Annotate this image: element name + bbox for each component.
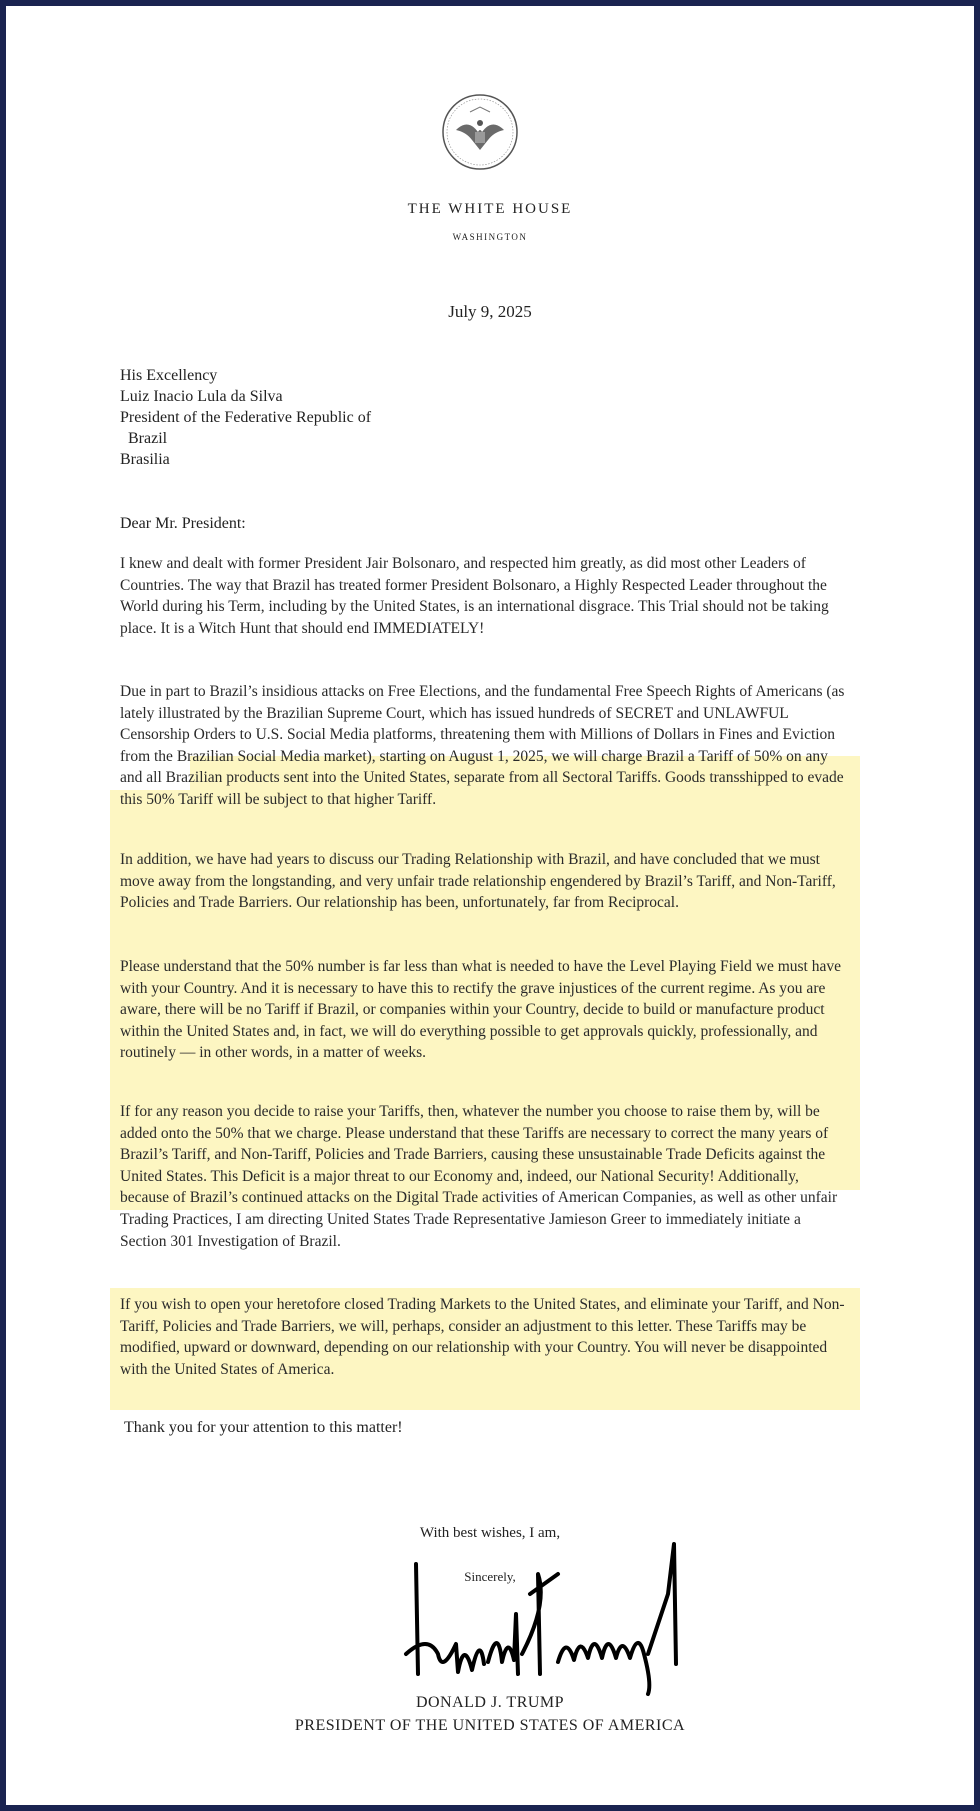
recipient-address — [120, 365, 371, 470]
address-line: President of the Federative Republic of — [120, 409, 372, 426]
thanks-line: Thank you for your attention to this matter! — [124, 1419, 403, 1436]
body-paragraph: Due in part to Brazil’s insidious attacks on Free Elections, and the fundamental Free Speech Rights of Americans (as lately illustrated by the Brazilian Supreme Court, which has issued hundreds of SECRET and UNLAWFUL Censorship Orders to U.S. Social Media platforms, threatening them with Millions of Dollars in Fines and Eviction from the Brazilian Social Media market), starting on August 1, 2025, we will charge Brazil a Tariff of 50% on any and all Brazilian products sent into the United States, separate from all Sectoral Tariffs. Goods transshipped to evade this 50% Tariff will be subject to that higher Tariff. — [120, 683, 845, 808]
address-line: His Excellency — [120, 367, 218, 384]
closing-line: With best wishes, I am, — [419, 1525, 561, 1541]
letter-page — [6, 6, 974, 1805]
address-line: Luiz Inacio Lula da Silva — [120, 388, 283, 405]
salutation: Dear Mr. President: — [120, 515, 246, 532]
body-paragraph: Please understand that the 50% number is far less than what is needed to have the Level Playing Field we must have with your Country. And it is necessary to have this to rectify the grave injustices of the current regime. As you are aware, there will be no Tariff if Brazil, or companies within your Country, decide to build or manufacture product within the United States and, in fact, we will do everything possible to get approvals quickly, professionally, and routinely — in other words, in a matter of weeks. — [120, 958, 841, 1062]
presidential-seal-icon — [440, 92, 520, 172]
signer-title: PRESIDENT OF THE UNITED STATES OF AMERICA — [294, 1717, 686, 1734]
signer-name: DONALD J. TRUMP — [415, 1694, 565, 1711]
address-line: Brazil — [120, 430, 168, 447]
letter-date: July 9, 2025 — [448, 302, 532, 321]
sincerely-line: Sincerely, — [464, 1569, 516, 1584]
body-paragraph: If for any reason you decide to raise your Tariffs, then, whatever the number you choose to raise them by, will be added onto the 50% that we charge. Please understand that these Tariffs are necessary to correct the many years of Brazil’s Tariff, and Non-Tariff, Policies and Trade Barriers, causing these unsustainable Trade Deficits against the United States. This Deficit is a major threat to our Economy and, indeed, our National Security! Additionally, because of Brazil’s continued attacks on the Digital Trade activities of American Companies, as well as other unfair Trading Practices, I am directing United States Trade Representative Jamieson Greer to immediately initiate a Section 301 Investigation of Brazil. — [120, 1103, 838, 1250]
letterhead-subtitle: WASHINGTON — [452, 232, 528, 242]
body-paragraph: I knew and dealt with former President Jair Bolsonaro, and respected him greatly, as did most other Leaders of Countries. The way that Brazil has treated former President Bolsonaro, a Highly Respected Leader throughout the World during his Term, including by the United States, is an international disgrace. This Trial should not be taking place. It is a Witch Hunt that should end IMMEDIATELY! — [120, 555, 829, 637]
body-paragraph: If you wish to open your heretofore closed Trading Markets to the United States, and eliminate your Tariff, and Non-Tariff, Policies and Trade Barriers, we will, perhaps, consider an adjustment to this letter. These Tariffs may be modified, upward or downward, depending on our relationship with your Country. You will never be disappointed with the United States of America. — [120, 1296, 845, 1378]
letterhead-title: THE WHITE HOUSE — [407, 201, 573, 217]
address-line: Brasilia — [120, 451, 170, 468]
body-paragraph: In addition, we have had years to discuss our Trading Relationship with Brazil, and have concluded that we must move away from the longstanding, and very unfair trade relationship engendered by Brazil’s Tariff, and Non-Tariff, Policies and Trade Barriers. Our relationship has been, unfortunately, far from Reciprocal. — [120, 851, 836, 912]
handwritten-signature — [398, 1534, 708, 1702]
